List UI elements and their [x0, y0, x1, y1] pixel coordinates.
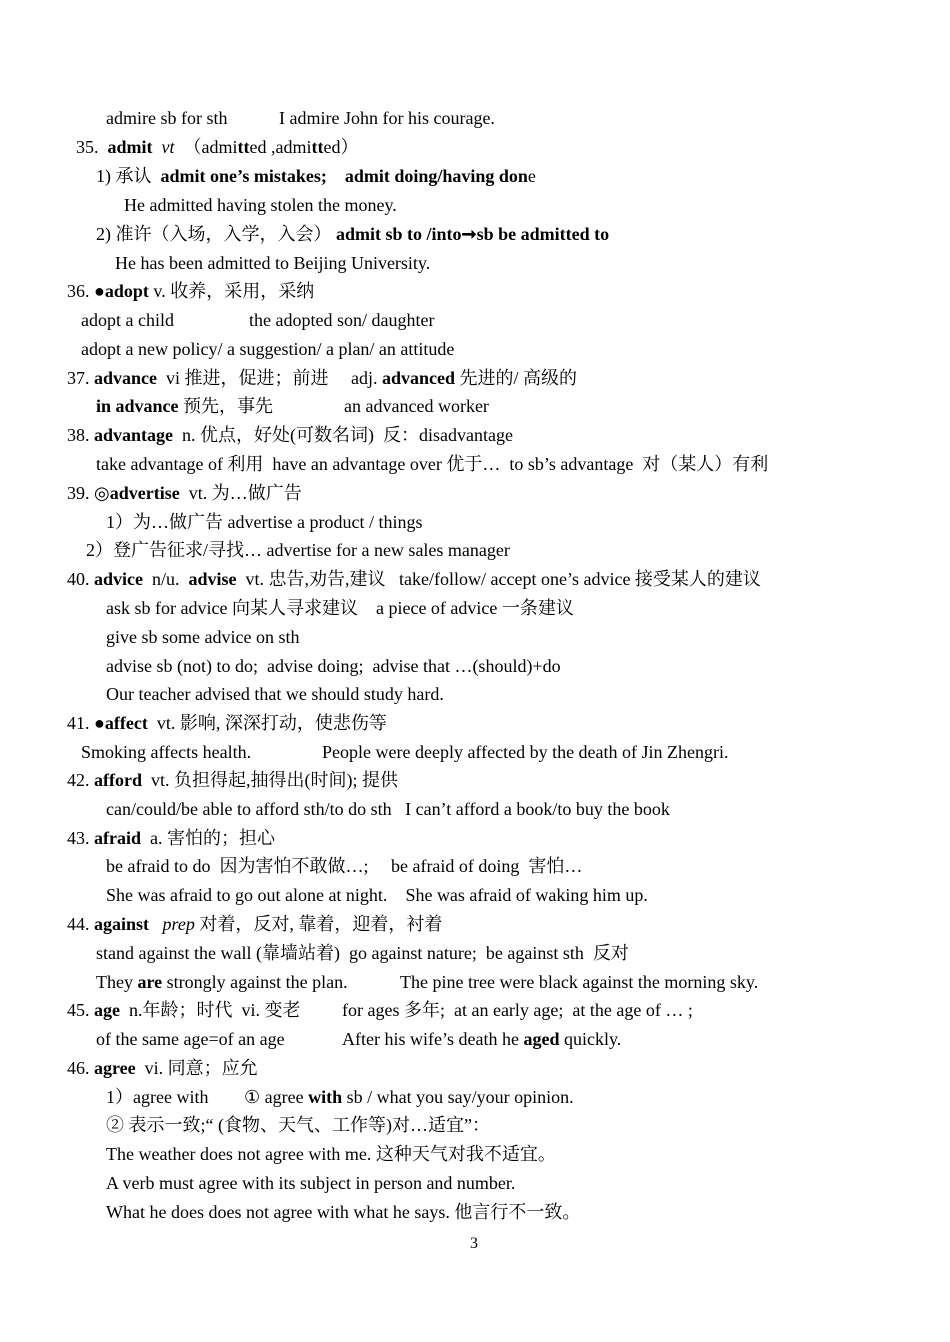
entry-43-heading: 43. afraid a. 害怕的；担心 [67, 828, 275, 848]
headword: agree [94, 1058, 136, 1078]
example-sentence: What he does does not agree with what he says. 他言行不一致。 [106, 1202, 581, 1222]
phrase-line: give sb some advice on sth [106, 627, 300, 647]
entry-38-heading: 38. advantage n. 优点，好处(可数名词) 反：disadvantage [67, 425, 513, 445]
phrase-line: advise sb (not) to do; advise doing; advise that …(should)+do [106, 656, 561, 676]
phrase-line: be afraid to do 因为害怕不敢做…; be afraid of doing 害怕… [106, 856, 583, 876]
phrase-line: can/could/be able to afford sth/to do sth I can’t afford a book/to buy the book [106, 799, 670, 819]
headword: adopt [104, 281, 149, 301]
part-of-speech: prep [162, 914, 195, 934]
part-of-speech: vt [161, 137, 175, 157]
bullet-icon: ● [94, 281, 105, 301]
phrase: admire sb for sth [106, 108, 228, 128]
headword: advice [94, 569, 143, 589]
entry-44-heading: 44. against prep 对着，反对, 靠着，迎着，衬着 [67, 914, 443, 934]
sense-line: ② 表示一致;“ (食物、天气、工作等)对…适宜”： [106, 1115, 490, 1135]
headword: affect [104, 713, 148, 733]
example-sentence: A verb must agree with its subject in person and number. [106, 1173, 516, 1193]
entry-number: 35. [76, 137, 99, 157]
sense-line: 1）agree with ① agree with sb / what you say/your opinion. [106, 1087, 574, 1107]
example-sentence: of the same age=of an age After his wife’s death he aged quickly. [96, 1029, 622, 1049]
phrase-line: ask sb for advice 向某人寻求建议 a piece of advice 一条建议 [106, 598, 574, 618]
example-sentence: I admire John for his courage. [279, 108, 495, 128]
sense-line: 1) 承认 admit one’s mistakes; admit doing/having done [96, 166, 536, 186]
entry-39-heading: 39. ◎advertise vt. 为…做广告 [67, 483, 302, 503]
double-circle-icon: ◎ [94, 483, 110, 503]
phrase-line: adopt a new policy/ a suggestion/ a plan/ an attitude [81, 339, 455, 359]
example-sentence: She was afraid to go out alone at night. She was afraid of waking him up. [106, 885, 648, 905]
entry-37-heading: 37. advance vi 推进，促进；前进 adj. advanced 先进的/ 高级的 [67, 368, 578, 388]
entry-40-heading: 40. advice n/u. advise vt. 忠告,劝告,建议 take/follow/ accept one’s advice 接受某人的建议 [67, 569, 761, 589]
verb-forms: （admitted ,admitted） [183, 137, 359, 157]
phrase-line: stand against the wall (靠墙站着) go against nature; be against sth 反对 [96, 943, 629, 963]
bullet-icon: ● [94, 713, 105, 733]
sense-line: 2）登广告征求/寻找… advertise for a new sales manager [86, 540, 510, 560]
example-sentence: He has been admitted to Beijing University. [115, 253, 431, 273]
headword: against [94, 914, 150, 934]
headword: admit [107, 137, 153, 157]
entry-34-example-line [106, 107, 495, 129]
entry-45-heading: 45. age n.年龄；时代 vi. 变老 for ages 多年; at an early age; at the age of … ; [67, 1000, 693, 1020]
phrase-line: take advantage of 利用 have an advantage over 优于… to sb’s advantage 对（某人）有利 [96, 454, 769, 474]
example-sentence: They are strongly against the plan. The pine tree were black against the morning sky. [96, 972, 759, 992]
headword: advantage [94, 425, 174, 445]
example-sentence: Our teacher advised that we should study hard. [106, 684, 444, 704]
entry-41-heading: 41. ●affect vt. 影响, 深深打动，使悲伤等 [67, 713, 387, 733]
headword: afford [94, 770, 142, 790]
entry-36-heading: 36. ●adopt v. 收养，采用，采纳 [67, 281, 315, 301]
page-number: 3 [470, 1235, 478, 1252]
phrase-line: in advance 预先，事先 an advanced worker [96, 396, 489, 416]
sense-line: 2) 准许（入场，入学，入会） admit sb to /into➞sb be admitted to [96, 224, 610, 244]
entry-35-heading [76, 136, 358, 158]
entry-46-heading: 46. agree vi. 同意；应允 [67, 1058, 258, 1078]
arrow-icon: ➞ [461, 224, 477, 244]
example-sentence: Smoking affects health. People were deeply affected by the death of Jin Zhengri. [81, 742, 729, 762]
example-sentence: He admitted having stolen the money. [124, 195, 397, 215]
entry-42-heading: 42. afford vt. 负担得起,抽得出(时间); 提供 [67, 770, 398, 790]
headword: afraid [94, 828, 141, 848]
phrase-line: adopt a child the adopted son/ daughter [81, 310, 435, 330]
example-sentence: The weather does not agree with me. 这种天气对我不适宜。 [106, 1144, 556, 1164]
headword: advance [94, 368, 157, 388]
sense-line: 1）为…做广告 advertise a product / things [106, 512, 423, 532]
headword: advertise [109, 483, 180, 503]
headword: age [94, 1000, 120, 1020]
